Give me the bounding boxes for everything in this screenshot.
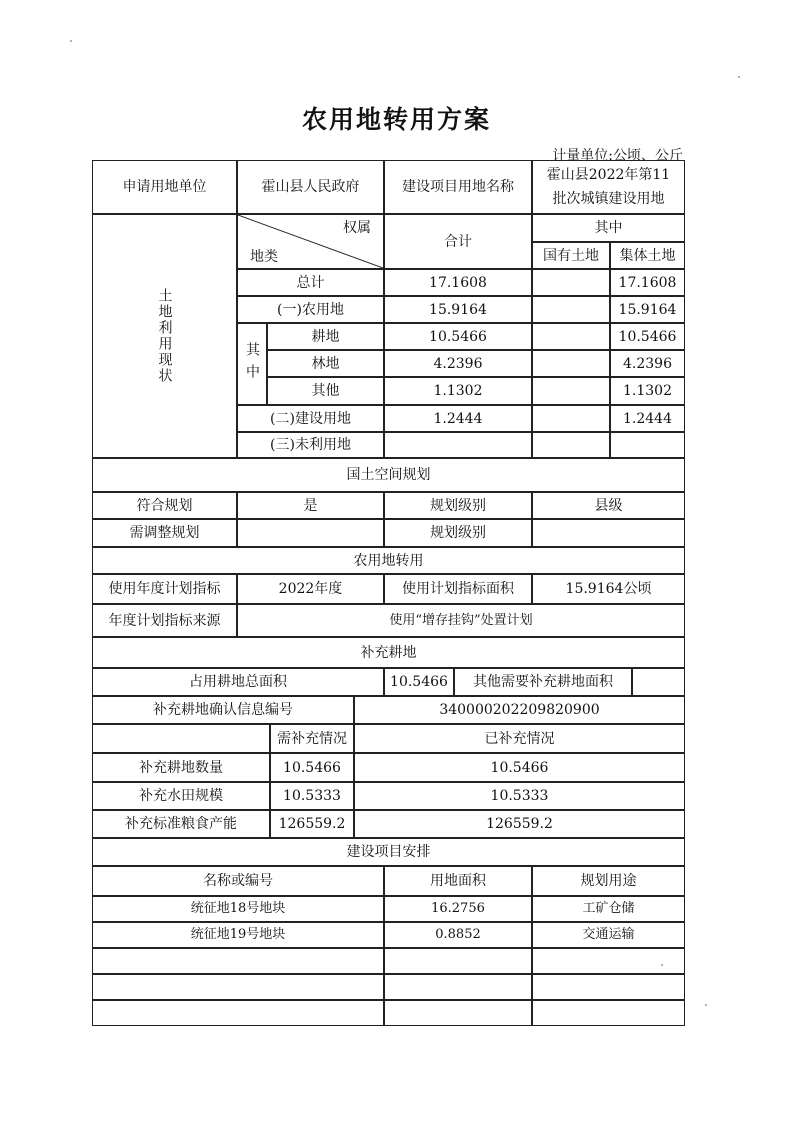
arr-row-name [92,1000,384,1026]
row-state [532,405,610,432]
arr-row-area [384,948,532,974]
row-collective: 4.2396 [610,350,685,377]
scan-speck [705,1004,707,1006]
arr-row-use [532,1000,685,1026]
row-collective: 1.1302 [610,377,685,405]
land-type-label: 地类 [250,249,278,265]
row-state [532,350,610,377]
occupied-label: 占用耕地总面积 [92,668,384,696]
level-label-2: 规划级别 [384,519,532,547]
land-status-section [92,214,237,458]
diagonal-header [237,214,384,269]
supp-row-label: 补充标准粮食产能 [92,810,270,838]
level-value-2 [532,519,685,547]
arr-row-area [384,974,532,1000]
row-state [532,377,610,405]
other-area-label: 其他需要补充耕地面积 [454,668,632,696]
col-state-header: 国有土地 [532,242,610,269]
row-label: (二)建设用地 [237,405,384,432]
arr-row-name: 统征地18号地块 [92,896,384,922]
level-value: 县级 [532,492,685,519]
plan-area-label: 使用计划指标面积 [384,574,532,604]
row-label: 其他 [267,377,384,405]
col-use-header: 规划用途 [532,866,685,896]
scan-speck [70,40,72,42]
row-collective: 1.2444 [610,405,685,432]
ownership-label: 权属 [343,220,371,236]
arr-row-use [532,948,685,974]
col-of-which-header: 其中 [532,214,685,242]
row-total [384,432,532,458]
unit-label: 计量单位:公顷、公斤 [552,148,683,164]
supplement-header: 补充耕地 [92,637,685,668]
col-area-header: 用地面积 [384,866,532,896]
project-name-label: 建设项目用地名称 [384,160,532,214]
row-label: 林地 [267,350,384,377]
arr-row-use: 交通运输 [532,922,685,948]
arr-row-name [92,948,384,974]
land-status-label: 土地利用现状 [156,288,173,384]
need-header: 需补充情况 [270,724,354,753]
col-collective-header: 集体土地 [610,242,685,269]
row-total: 4.2396 [384,350,532,377]
source-value: 使用“增存挂钩”处置计划 [237,604,685,637]
row-total: 10.5466 [384,323,532,350]
project-name-line2: 批次城镇建设用地 [552,191,665,207]
supp-row-need: 10.5333 [270,782,354,810]
row-total: 1.1302 [384,377,532,405]
project-name-line1: 霍山县2022年第11 [546,167,671,183]
scan-speck [661,964,663,966]
row-state [532,323,610,350]
adjust-label: 需调整规划 [92,519,237,547]
scan-speck [738,76,740,78]
supp-row-label: 补充水田规模 [92,782,270,810]
row-label: (三)未利用地 [237,432,384,458]
of-which-group [237,323,267,405]
row-total: 15.9164 [384,296,532,323]
project-name-value [532,160,685,214]
row-state [532,432,610,458]
row-total: 1.2444 [384,405,532,432]
done-header: 已补充情况 [354,724,685,753]
row-label: (一)农用地 [237,296,384,323]
row-state [532,269,610,296]
supp-row-label: 补充耕地数量 [92,753,270,782]
arr-row-use [532,974,685,1000]
arr-row-name: 统征地19号地块 [92,922,384,948]
level-label: 规划级别 [384,492,532,519]
arr-row-area [384,1000,532,1026]
conversion-table [92,160,685,1026]
row-collective [610,432,685,458]
row-collective: 10.5466 [610,323,685,350]
plan-label: 使用年度计划指标 [92,574,237,604]
confirm-value: 340000202209820900 [354,696,685,724]
supp-row-need: 10.5466 [270,753,354,782]
arr-row-area: 0.8852 [384,922,532,948]
row-collective: 17.1608 [610,269,685,296]
page-title: 农用地转用方案 [301,105,491,134]
supp-row-done: 10.5333 [354,782,685,810]
applicant-value: 霍山县人民政府 [237,160,384,214]
row-collective: 15.9164 [610,296,685,323]
col-name-header: 名称或编号 [92,866,384,896]
source-label: 年度计划指标来源 [92,604,237,637]
supp-row-done: 10.5466 [354,753,685,782]
col-total-header: 合计 [384,214,532,269]
row-state [532,296,610,323]
arr-row-use: 工矿仓储 [532,896,685,922]
other-area-value [632,668,685,696]
supp-row-need: 126559.2 [270,810,354,838]
occupied-value: 10.5466 [384,668,454,696]
row-label: 耕地 [267,323,384,350]
plan-area-value: 15.9164公顷 [532,574,685,604]
conversion-header: 农用地转用 [92,547,685,574]
confirm-label: 补充耕地确认信息编号 [92,696,354,724]
conform-value: 是 [237,492,384,519]
arr-row-name [92,974,384,1000]
row-total: 17.1608 [384,269,532,296]
of-which-label: 其中 [244,342,260,386]
blank-cell [92,724,270,753]
applicant-label: 申请用地单位 [92,160,237,214]
supp-row-done: 126559.2 [354,810,685,838]
arrangement-header: 建设项目安排 [92,838,685,866]
row-label: 总计 [237,269,384,296]
arr-row-area: 16.2756 [384,896,532,922]
adjust-value [237,519,384,547]
conform-label: 符合规划 [92,492,237,519]
plan-value: 2022年度 [237,574,384,604]
spatial-planning-header: 国土空间规划 [92,458,685,492]
